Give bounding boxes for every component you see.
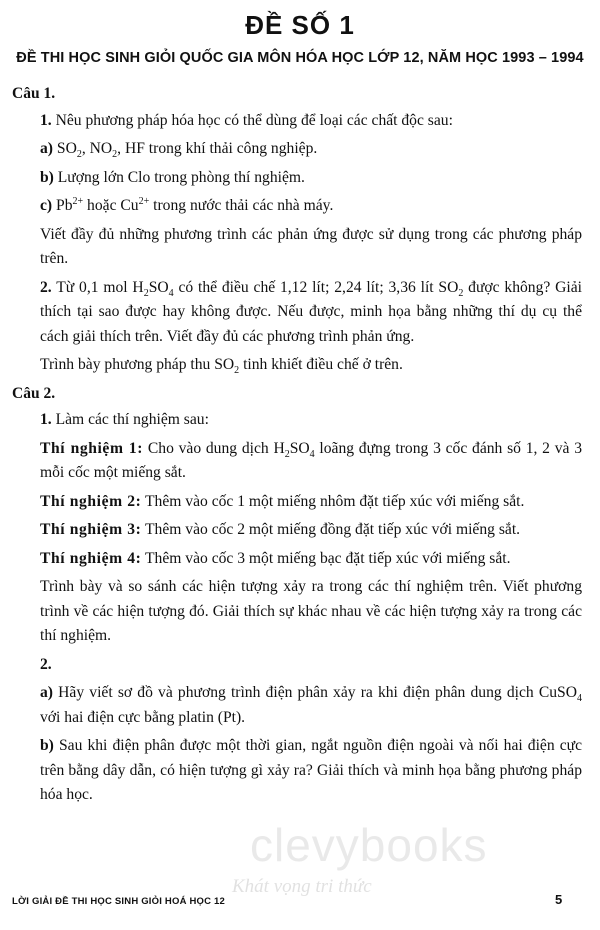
- exam-subtitle: ĐỀ THI HỌC SINH GIỎI QUỐC GIA MÔN HÓA HỌC LỚP 12, NĂM HỌC 1993 – 1994: [16, 50, 584, 66]
- text-fragment: được không? Giải thích tại sao được hay không được. Nếu được, minh họa bằng những thí dụ cụ thể cách giải thích trên. Viết đầy đủ các phương trình phản ứng.: [40, 278, 582, 345]
- experiment-3-label: Thí nghiệm 3:: [40, 521, 142, 538]
- text-fragment: SO: [56, 140, 77, 157]
- q2-experiment-3: [12, 518, 582, 543]
- text-fragment: , HF trong khí thải công nghiệp.: [117, 140, 318, 157]
- text-fragment: Từ 0,1 mol H: [56, 278, 144, 296]
- page-title: ĐỀ SỐ 1: [245, 10, 355, 40]
- question-2-label: Câu 2.: [12, 384, 56, 402]
- superscript: 2+: [138, 195, 150, 207]
- text-fragment: Thêm vào cốc 1 một miếng nhôm đặt tiếp xúc với miếng sắt.: [141, 492, 525, 510]
- page-number: 5: [555, 892, 563, 907]
- q1-item-b: [12, 166, 582, 191]
- experiment-4-label: Thí nghiệm 4:: [40, 549, 142, 567]
- q2-item-b-label: b): [40, 737, 54, 754]
- subscript: 4: [577, 693, 582, 705]
- subscript: 2: [458, 287, 464, 299]
- subscript: 2: [112, 149, 118, 161]
- subscript: 4: [168, 287, 174, 299]
- q2-part2-number: 2.: [40, 655, 52, 673]
- q1-part1-text: Nêu phương pháp hóa học có thể dùng để loại các chất độc sau:: [55, 111, 453, 129]
- text-fragment: với hai điện cực bằng platin (Pt).: [40, 708, 246, 726]
- question-1-label: Câu 1.: [12, 85, 56, 102]
- q2-part1-number: 1.: [40, 411, 52, 428]
- q1-item-c: [12, 194, 582, 219]
- q2-experiment-4: [12, 547, 582, 572]
- q2-item-a-label: a): [40, 684, 53, 701]
- q1-summary: Viết đầy đủ những phương trình các phản ứng được sử dụng trong các phương pháp trên.: [40, 225, 582, 267]
- q1-item-a-label: a): [40, 140, 53, 157]
- text-fragment: Sau khi điện phân được một thời gian, ngắt nguồn điện ngoài và nối hai điện cực trên bằng dây dẫn, có hiện tượng gì xảy ra? Giải thích và minh họa bằng phương pháp hóa học.: [40, 737, 583, 803]
- q1-item-a: [12, 137, 582, 162]
- text-fragment: , NO: [81, 140, 113, 157]
- text-fragment: Thêm vào cốc 2 một miếng đồng đặt tiếp xúc với miếng sắt.: [141, 521, 521, 538]
- q2-experiment-2: [12, 490, 582, 515]
- watermark-brand: clevybooks: [250, 819, 488, 871]
- document-body: [12, 80, 582, 812]
- subscript: 4: [309, 448, 315, 460]
- experiment-2-label: Thí nghiệm 2:: [40, 492, 142, 510]
- q2-experiment-1: [12, 437, 582, 486]
- text-fragment: Lượng lớn Clo trong phòng thí nghiệm.: [57, 168, 305, 186]
- q1-item-c-label: c): [40, 197, 53, 214]
- q1-part1: [12, 109, 582, 134]
- watermark-slogan: Khát vọng tri thức: [232, 876, 372, 897]
- text-fragment: Cho vào dung dịch H: [143, 439, 285, 457]
- q2-item-b: [12, 734, 582, 808]
- q1-part1-number: 1.: [40, 111, 52, 129]
- superscript: 2+: [72, 195, 84, 207]
- text-fragment: Hãy viết sơ đồ và phương trình điện phân xảy ra khi điện phân dung dịch CuSO: [58, 684, 577, 701]
- text-fragment: loãng đựng trong 3 cốc đánh số 1, 2 và 3 mỗi cốc một miếng sắt.: [40, 439, 582, 481]
- subscript: 2: [234, 365, 240, 377]
- q2-part1: [12, 408, 582, 433]
- q1-item-b-label: b): [40, 168, 54, 186]
- text-fragment: Trình bày phương pháp thu SO: [40, 356, 235, 373]
- text-fragment: Thêm vào cốc 3 một miếng bạc đặt tiếp xúc với miếng sắt.: [141, 549, 511, 567]
- subscript: 2: [284, 448, 290, 460]
- text-fragment: có thể điều chế 1,12 lít; 2,24 lít; 3,36 lít SO: [173, 278, 459, 296]
- experiment-1-label: Thí nghiệm 1:: [40, 439, 144, 457]
- q1-part2: [12, 276, 582, 350]
- text-fragment: Làm các thí nghiệm sau:: [55, 411, 209, 428]
- text-fragment: hoặc Cu: [83, 197, 139, 214]
- q1-part2-number: 2.: [40, 278, 52, 296]
- q2-summary: Trình bày và so sánh các hiện tượng xảy ra trong các thí nghiệm trên. Viết phương trình về các hiện tượng đó. Giải thích sự khác nhau về các hiện tượng xảy ra trong các thí nghiệm.: [40, 578, 582, 644]
- text-fragment: Pb: [56, 197, 73, 214]
- q2-item-a: [12, 681, 582, 730]
- text-fragment: SO: [148, 278, 169, 296]
- text-fragment: trong nước thải các nhà máy.: [149, 197, 334, 214]
- text-fragment: SO: [289, 439, 310, 457]
- q1-part3: [12, 353, 582, 378]
- footer-book-title: LỜI GIẢI ĐỀ THI HỌC SINH GIỎI HOÁ HỌC 12: [12, 896, 225, 907]
- text-fragment: tinh khiết điều chế ở trên.: [239, 356, 403, 373]
- subscript: 2: [76, 149, 82, 161]
- subscript: 2: [143, 287, 149, 299]
